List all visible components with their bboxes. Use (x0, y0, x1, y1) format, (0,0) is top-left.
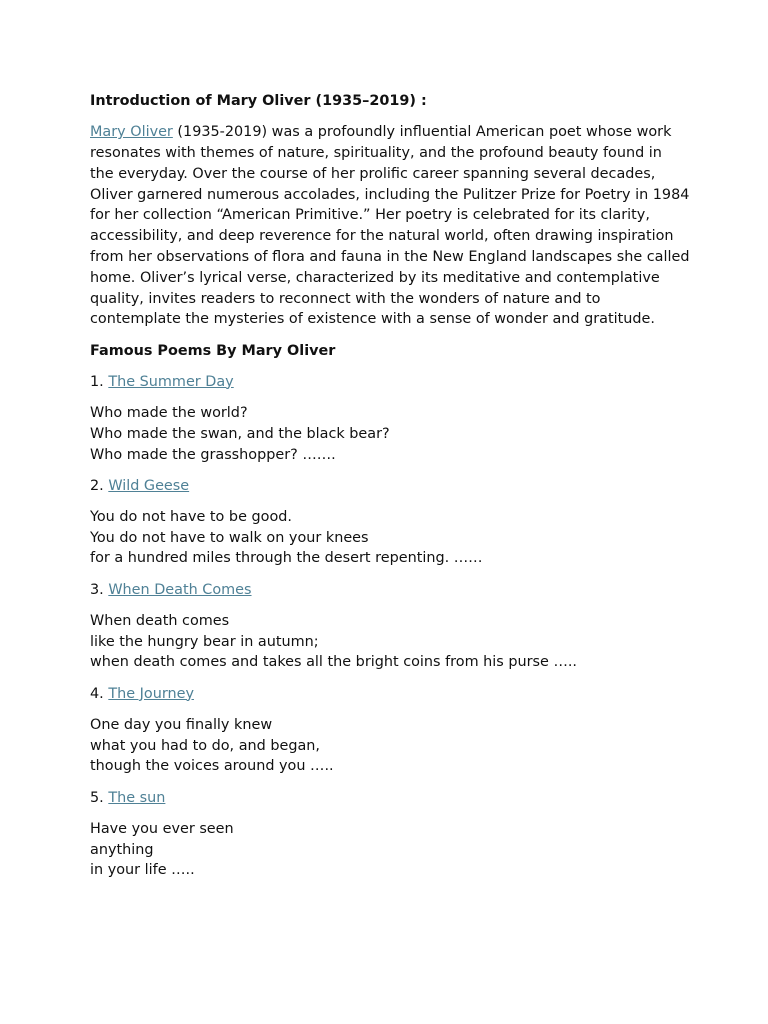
poem-line: when death comes and takes all the bright coins from his purse ….. (90, 654, 577, 671)
poem-link-when-death-comes[interactable]: When Death Comes (108, 581, 252, 598)
poem-number: 1. (90, 373, 104, 390)
poem-line: in your life ….. (90, 862, 195, 879)
intro-text: (1935-2019) was a profoundly influential American poet whose work resonates with themes of nature, spirituality, and the profound beauty found in the everyday. Over the course of her prolific career spanning several decades, Oliver garnered numerous accolades, including the Pulitzer Prize for Poetry in 1984 for her collection “American Primitive.” Her poetry is celebrated for its clarity, accessibility, and deep reverence for the natural world, often drawing inspiration from her observations of flora and fauna in the New England landscapes she called home. Oliver’s lyrical verse, characterized by its meditative and contemplative quality, invites readers to reconnect with the wonders of nature and to contemplate the mysteries of existence with a sense of wonder and gratitude. (90, 124, 690, 328)
poem-line: anything (90, 841, 154, 858)
poem-excerpt-3 (90, 611, 690, 673)
poem-number: 4. (90, 685, 104, 702)
intro-paragraph (90, 122, 690, 330)
poem-title-4 (90, 684, 690, 705)
poem-line: Who made the grasshopper? ……. (90, 446, 336, 463)
poem-line: what you had to do, and began, (90, 737, 320, 754)
document-page (90, 91, 690, 892)
poem-line: for a hundred miles through the desert repenting. …… (90, 550, 483, 567)
mary-oliver-link[interactable]: Mary Oliver (90, 124, 173, 141)
poem-excerpt-1 (90, 403, 690, 465)
poem-excerpt-4 (90, 715, 690, 777)
poem-title-3 (90, 580, 690, 601)
intro-heading: Introduction of Mary Oliver (1935–2019) : (90, 93, 427, 109)
poem-link-the-journey[interactable]: The Journey (108, 685, 194, 702)
poem-excerpt-5 (90, 819, 690, 881)
poem-link-the-sun[interactable]: The sun (108, 789, 166, 806)
poem-link-wild-geese[interactable]: Wild Geese (108, 477, 190, 494)
poem-link-the-summer-day[interactable]: The Summer Day (108, 373, 234, 390)
poem-title-5 (90, 788, 690, 809)
poem-line: though the voices around you ….. (90, 758, 334, 775)
poems-heading: Famous Poems By Mary Oliver (90, 342, 336, 359)
poem-number: 5. (90, 789, 104, 806)
poem-line: When death comes (90, 612, 230, 629)
poem-line: You do not have to walk on your knees (90, 529, 369, 546)
poem-line: Who made the world? (90, 404, 248, 421)
poem-line: Who made the swan, and the black bear? (90, 425, 390, 442)
poem-number: 2. (90, 477, 104, 494)
poem-line: You do not have to be good. (90, 508, 292, 525)
poem-excerpt-2 (90, 507, 690, 569)
poem-line: One day you finally knew (90, 716, 273, 733)
poem-number: 3. (90, 581, 104, 598)
poem-line: Have you ever seen (90, 820, 234, 837)
poem-title-2 (90, 476, 690, 497)
poem-title-1 (90, 372, 690, 393)
poem-line: like the hungry bear in autumn; (90, 633, 319, 650)
